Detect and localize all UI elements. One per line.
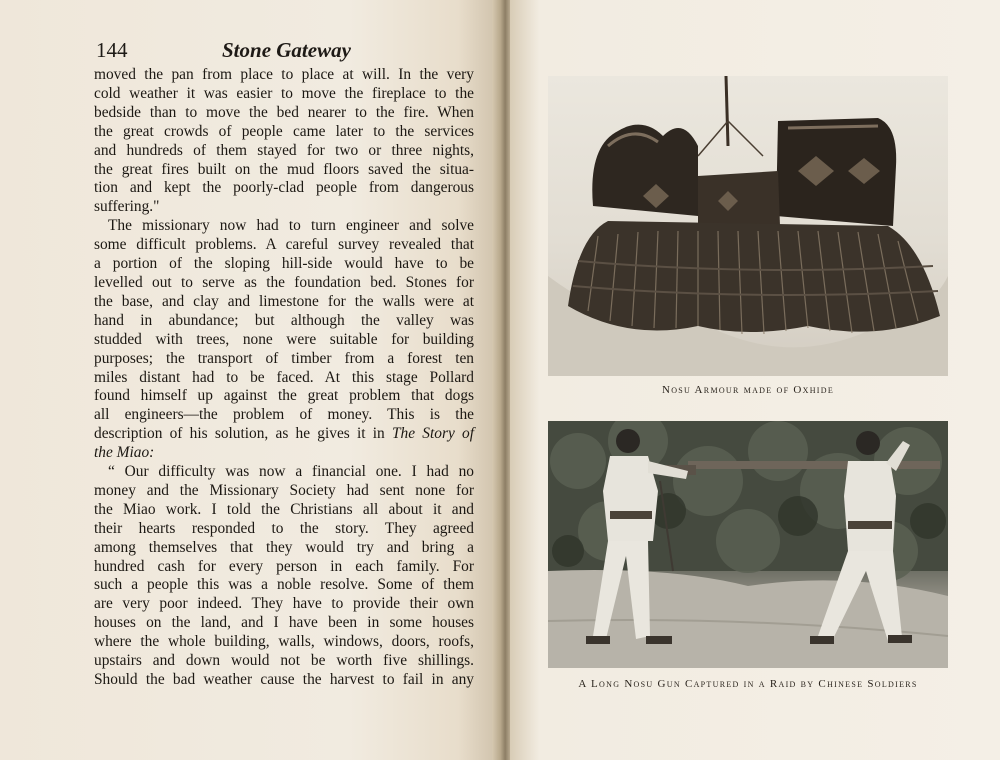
text-line: tion and kept the poorly-clad people from dangerous (94, 179, 474, 197)
running-title: Stone Gateway (222, 38, 351, 62)
text-line: the Miao: (94, 444, 155, 462)
armour-photo-caption: Nosu Armour made of Oxhide (661, 384, 835, 396)
text-line: and hundreds of them stayed for two or three nights, (94, 141, 474, 159)
text-line: the base, and clay and limestone for the walls were at (94, 292, 474, 310)
gun-photo (548, 421, 948, 668)
gun-illustration (548, 421, 948, 668)
text-line: where the whole building, walls, windows, doors, roofs, (94, 633, 474, 651)
text-line: the great fires built on the mud floors saved the situa- (94, 160, 474, 178)
text-line: are very poor indeed. They have to provide their own (94, 595, 474, 613)
text-line: levelled out to serve as the foundation bed. Stones for (94, 273, 474, 291)
text-line: among themselves that they would try and bring a (94, 538, 474, 556)
book-title: The Story of (392, 425, 474, 443)
running-head (96, 38, 476, 64)
text-line: hand in abundance; but although the valley was (94, 311, 474, 329)
text-line: upstairs and down would not be worth five shillings. (94, 652, 474, 670)
text-line: studded with trees, none were suitable for building (94, 330, 474, 348)
text-line: found himself up against the great problem that dogs (94, 387, 474, 405)
armour-illustration (548, 76, 948, 376)
text-line: purposes; the transport of timber from a forest ten (94, 349, 474, 367)
text-line: Should the bad weather cause the harvest to fail in any (94, 671, 474, 688)
text-line: moved the pan from place to place at will. In the very (94, 66, 474, 83)
text-line: cold weather it was easier to move the fireplace to the (94, 84, 474, 102)
page-number: 144 (96, 38, 128, 62)
text-line: “ Our difficulty was now a financial one. I had no (108, 463, 474, 481)
text-line: suffering." (94, 198, 160, 216)
text-line: some difficult problems. A careful survey revealed that (94, 236, 474, 254)
body-text (94, 66, 474, 690)
text-line: a portion of the sloping hill-side would have to be (94, 255, 474, 273)
text-line-part: description of his solution, as he gives it in (94, 425, 385, 443)
text-line: hundred cash for every person in each family. For (94, 557, 474, 575)
text-line-with-title (94, 425, 474, 444)
text-line: bedside than to move the bed nearer to the fire. When (94, 103, 474, 121)
text-line: The missionary now had to turn engineer and solve (108, 217, 474, 235)
text-line: all engineers—the problem of money. This is the (94, 406, 474, 424)
text-line: the great crowds of people came later to the services (94, 122, 474, 140)
armour-photo (548, 76, 948, 376)
text-line: the Miao work. I told the Christians all about it and (94, 500, 474, 518)
left-page (0, 0, 498, 760)
text-line: money and the Missionary Society had sent none for (94, 481, 474, 499)
text-line: miles distant had to be faced. At this stage Pollard (94, 368, 474, 386)
gun-photo-caption: A Long Nosu Gun Captured in a Raid by Chinese Soldiers (578, 678, 918, 690)
text-line: houses on the land, and I have been in some houses (94, 614, 474, 632)
text-line: their hearts responded to the story. They agreed (94, 519, 474, 537)
text-line: such a people this was a noble resolve. Some of them (94, 576, 474, 594)
